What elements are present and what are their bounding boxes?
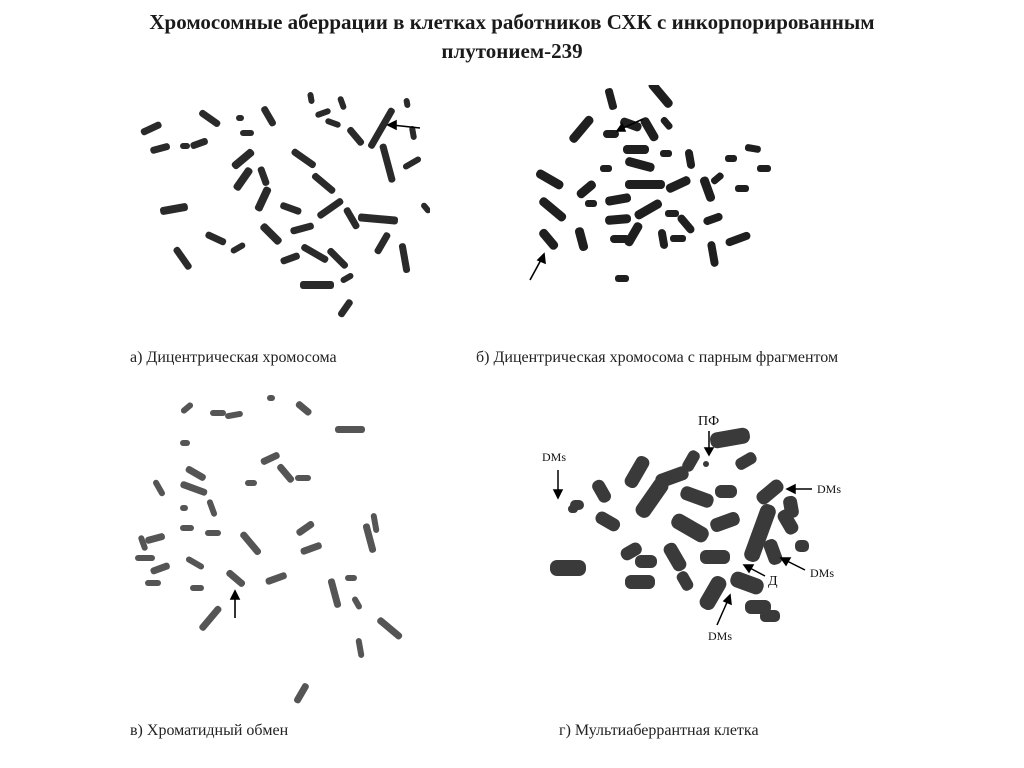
panel-b-micrograph bbox=[525, 85, 785, 290]
panel-d-micrograph bbox=[530, 405, 860, 650]
label-d: Д bbox=[768, 574, 778, 589]
label-pf: ПФ bbox=[698, 414, 720, 429]
title-line-2: плутонием-239 bbox=[441, 39, 583, 63]
panel-a-micrograph bbox=[130, 85, 430, 325]
panel-c-micrograph bbox=[125, 390, 425, 715]
panel-b-chromosomes bbox=[525, 85, 785, 290]
panel-d-chromosomes bbox=[530, 405, 860, 650]
panel-a-chromosomes bbox=[130, 85, 430, 325]
label-dms-right: DMs bbox=[810, 566, 835, 580]
label-dms-bottom: DMs bbox=[708, 629, 733, 643]
panel-c-chromosomes bbox=[125, 390, 425, 715]
panel-c-caption: в) Хроматидный обмен bbox=[130, 722, 289, 739]
panel-b-caption: б) Дицентрическая хромосома с парным фрагментом bbox=[476, 349, 839, 366]
page-title bbox=[0, 8, 1024, 66]
title-line-1: Хромосомные аберрации в клетках работников СХК с инкорпорированным bbox=[149, 10, 875, 34]
panel-d-caption: г) Мультиаберрантная клетка bbox=[559, 722, 759, 739]
panel-a-caption: а) Дицентрическая хромосома bbox=[130, 349, 337, 366]
label-dms-right-top: DMs bbox=[817, 482, 842, 496]
label-dms-left: DMs bbox=[542, 450, 567, 464]
